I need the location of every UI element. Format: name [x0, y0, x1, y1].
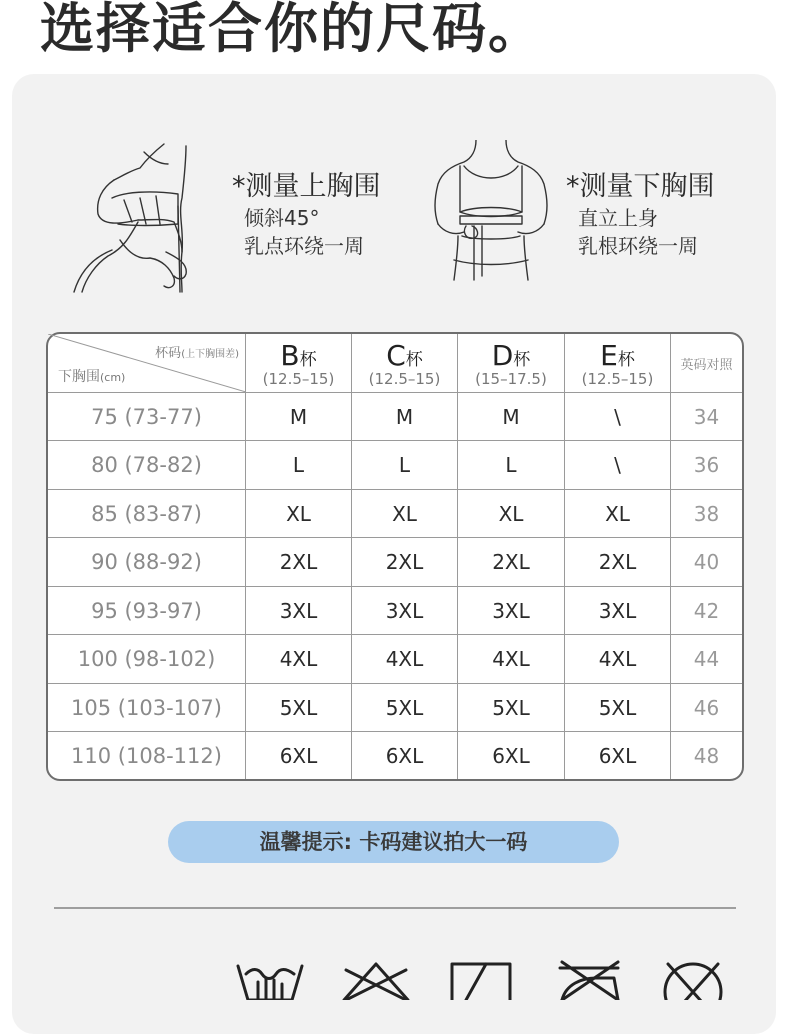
- size-cell-b: 5XL: [246, 684, 352, 732]
- uk-size-cell: 44: [671, 635, 742, 683]
- size-cell-d: 2XL: [458, 538, 565, 586]
- under-bust-title: *测量下胸围: [566, 171, 715, 202]
- size-tip-banner: 温馨提示: 卡码建议拍大一码: [168, 821, 619, 863]
- uk-size-cell: 40: [671, 538, 742, 586]
- underbust-cell: 80 (78-82): [48, 441, 246, 489]
- uk-size-cell: 46: [671, 684, 742, 732]
- size-cell-e: 2XL: [565, 538, 671, 586]
- size-cell-d: 3XL: [458, 587, 565, 635]
- line-dry-icon: [450, 960, 512, 1000]
- size-cell-b: 3XL: [246, 587, 352, 635]
- underbust-cell: 85 (83-87): [48, 490, 246, 538]
- table-header-row: [48, 334, 742, 393]
- under-bust-step-1: 直立上身: [578, 206, 658, 230]
- size-cell-e: 5XL: [565, 684, 671, 732]
- underbust-cell: 100 (98-102): [48, 635, 246, 683]
- upper-bust-measure-illustration: [66, 140, 216, 295]
- corner-header-cell: [48, 334, 246, 393]
- size-cell-d: XL: [458, 490, 565, 538]
- size-cell-e: 4XL: [565, 635, 671, 683]
- under-bust-measure-illustration: [426, 140, 556, 295]
- page-title: 选择适合你的尺码。: [40, 0, 544, 60]
- size-cell-e: 3XL: [565, 587, 671, 635]
- size-cell-d: L: [458, 441, 565, 489]
- underbust-axis-label: 下胸围(cm): [58, 369, 126, 385]
- underbust-cell: 105 (103-107): [48, 684, 246, 732]
- upper-bust-step-2: 乳点环绕一周: [244, 234, 364, 258]
- upper-bust-step-1: 倾斜45°: [244, 206, 320, 230]
- size-cell-c: 6XL: [352, 732, 458, 779]
- do-not-dry-clean-icon: [660, 960, 726, 1000]
- table-row: [48, 441, 742, 489]
- underbust-cell: 90 (88-92): [48, 538, 246, 586]
- do-not-bleach-icon: [342, 960, 410, 1000]
- size-cell-d: 5XL: [458, 684, 565, 732]
- size-cell-c: M: [352, 393, 458, 441]
- underbust-cell: 110 (108-112): [48, 732, 246, 779]
- uk-size-cell: 42: [671, 587, 742, 635]
- under-bust-step-2: 乳根环绕一周: [578, 234, 698, 258]
- size-cell-b: XL: [246, 490, 352, 538]
- size-cell-d: 4XL: [458, 635, 565, 683]
- upper-bust-title: *测量上胸围: [232, 171, 381, 202]
- do-not-iron-icon: [556, 960, 622, 1000]
- cup-e-header: E杯 (12.5–15): [565, 334, 671, 393]
- table-row: [48, 393, 742, 441]
- size-cell-c: XL: [352, 490, 458, 538]
- size-cell-c: 4XL: [352, 635, 458, 683]
- size-cell-b: 6XL: [246, 732, 352, 779]
- size-cell-e: \: [565, 441, 671, 489]
- table-row: [48, 635, 742, 683]
- size-cell-b: M: [246, 393, 352, 441]
- uk-size-header: 英码对照: [671, 334, 742, 393]
- hand-wash-icon: [236, 960, 304, 1000]
- size-cell-e: 6XL: [565, 732, 671, 779]
- size-cell-c: 3XL: [352, 587, 458, 635]
- table-row: [48, 587, 742, 635]
- cup-b-header: B杯 (12.5–15): [246, 334, 352, 393]
- table-row: [48, 538, 742, 586]
- cup-c-header: C杯 (12.5–15): [352, 334, 458, 393]
- uk-size-cell: 48: [693, 743, 720, 768]
- size-cell-c: 2XL: [352, 538, 458, 586]
- size-chart-table: [46, 332, 744, 781]
- cup-axis-label: 杯码(上下胸围差): [155, 346, 239, 361]
- table-row: [48, 732, 742, 779]
- size-cell-b: 2XL: [246, 538, 352, 586]
- size-cell-b: 4XL: [246, 635, 352, 683]
- cup-d-header: D杯 (15–17.5): [458, 334, 565, 393]
- underbust-cell: 95 (93-97): [48, 587, 246, 635]
- uk-size-cell: 34: [671, 393, 742, 441]
- section-divider: [54, 907, 736, 909]
- size-cell-c: 5XL: [352, 684, 458, 732]
- size-cell-d: M: [458, 393, 565, 441]
- size-cell-c: L: [352, 441, 458, 489]
- table-row: [48, 490, 742, 538]
- size-cell-d: 6XL: [458, 732, 565, 779]
- uk-size-cell: 36: [671, 441, 742, 489]
- size-cell-b: L: [246, 441, 352, 489]
- uk-size-cell: 38: [671, 490, 742, 538]
- table-row: [48, 684, 742, 732]
- underbust-cell: 75 (73-77): [48, 393, 246, 441]
- size-cell-e: XL: [565, 490, 671, 538]
- size-cell-e: \: [565, 393, 671, 441]
